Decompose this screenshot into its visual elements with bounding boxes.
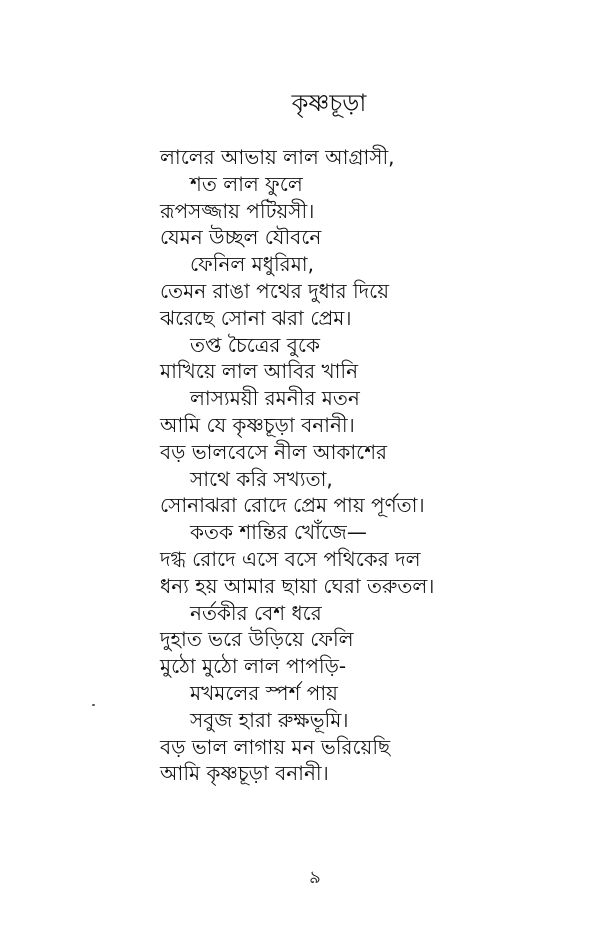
poem-line: রূপসজ্জায় পটিয়সী। <box>160 198 315 223</box>
poem-line: মুঠো মুঠো লাল পাপড়ি- <box>160 654 347 679</box>
poem-line: সবুজ হারা রুক্ষভূমি। <box>190 707 349 732</box>
poem-line: বড় ভালবেসে নীল আকাশের <box>160 439 388 464</box>
poem-line: যেমন উচ্ছল যৌবনে <box>160 225 322 250</box>
poem-line: আমি যে কৃষ্ণচূড়া বনানী। <box>160 413 355 437</box>
poem-line: তেমন রাঙা পথের দুধার দিয়ে <box>160 279 389 303</box>
page-number: ৯ <box>309 867 321 888</box>
poem-line: মাখিয়ে লাল আবির খানি <box>160 359 359 384</box>
poem-line: তপ্ত চৈত্রের বুকে <box>190 332 320 357</box>
poem-line: মখমলের স্পর্শ পায় <box>190 681 338 705</box>
poem-line: ঝরেছে সোনা ঝরা প্রেম। <box>160 305 352 330</box>
poem-line: দুহাত ভরে উড়িয়ে ফেলি <box>160 627 354 652</box>
poem-title: কৃষ্ণচূড়া <box>291 89 367 117</box>
poem-line: সাথে করি সখ্যতা, <box>190 466 333 491</box>
poem-line: সোনাঝরা রোদে প্রেম পায় পূর্ণতা। <box>160 493 425 518</box>
poem-line: ধন্য হয় আমার ছায়া ঘেরা তরুতল। <box>160 573 435 598</box>
poem-line: আমি কৃষ্ণচূড়া বনানী। <box>160 761 329 786</box>
poem-line: দগ্ধ রোদে এসে বসে পথিকের দল <box>160 547 421 571</box>
poem-line: বড় ভাল লাগায় মন ভরিয়েছি <box>160 734 391 759</box>
poem-line: লাস্যময়ী রমনীর মতন <box>190 386 360 411</box>
poem-line: ফেনিল মধুরিমা, <box>190 252 314 277</box>
poem-line: লালের আভায় লাল আগ্রাসী, <box>160 145 395 169</box>
poem-line: কতক শান্তির খোঁজে— <box>190 520 367 545</box>
print-speck <box>92 704 95 706</box>
poem-line: শত লাল ফুলে <box>190 171 303 196</box>
poem-line: নর্তকীর বেশ ধরে <box>190 600 322 625</box>
